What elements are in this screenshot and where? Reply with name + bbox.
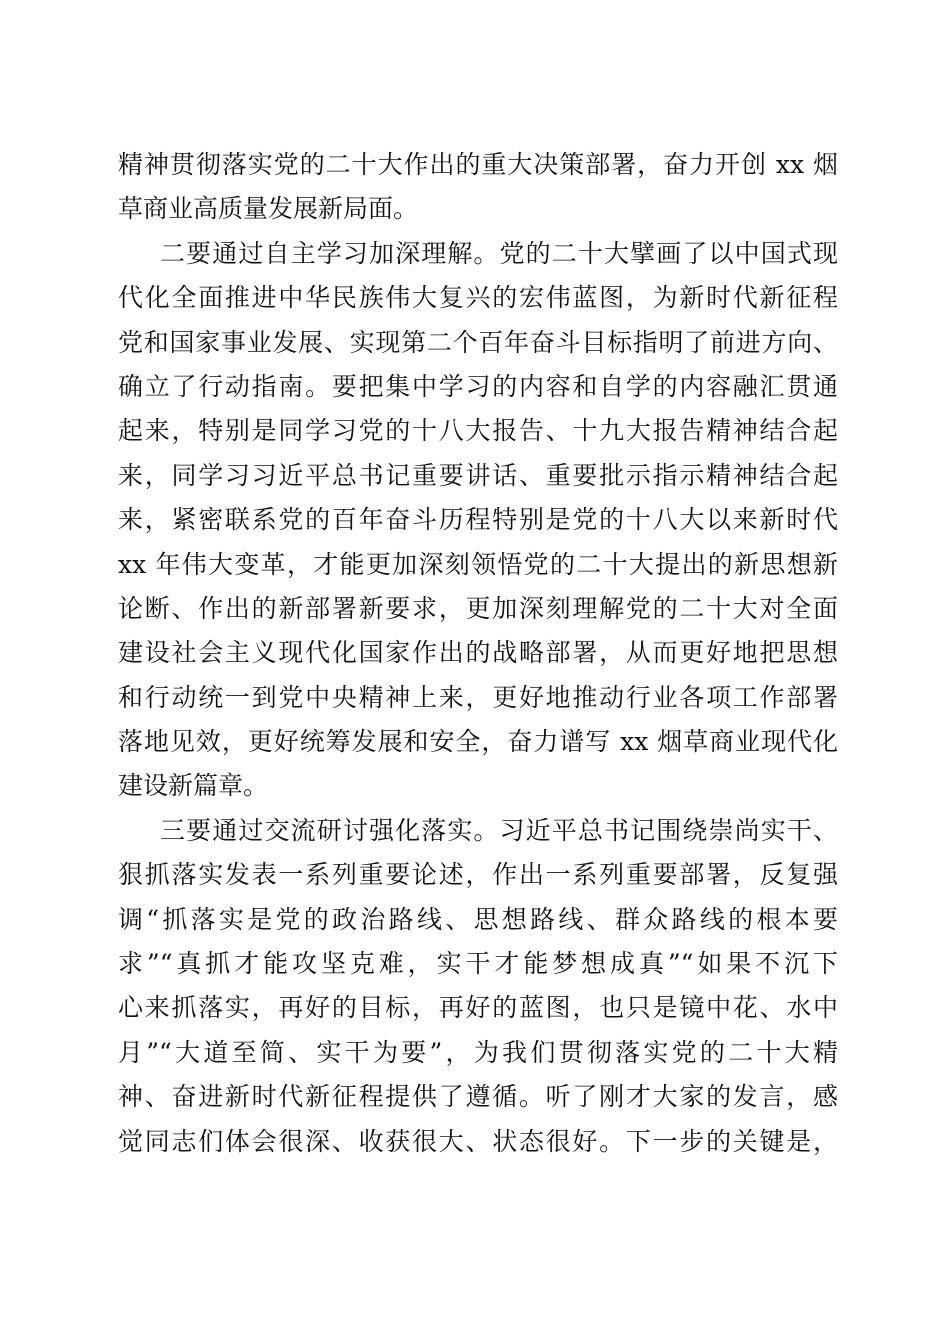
paragraph-2: [118, 232, 838, 809]
text-line: xx 年伟大变革，才能更加深刻领悟党的二十大提出的新思想新: [118, 549, 838, 579]
text-line: 确立了行动指南。要把集中学习的内容和自学的内容融汇贯通: [118, 371, 838, 401]
text-line: 精神贯彻落实党的二十大作出的重大决策部署，奋力开创 xx 烟: [118, 150, 838, 179]
text-line: 心来抓落实，再好的目标，再好的蓝图，也只是镜中花、水中: [118, 993, 838, 1023]
text-line: 落地见效，更好统筹发展和安全，奋力谱写 xx 烟草商业现代化: [118, 727, 838, 757]
text-line: 党和国家事业发展、实现第二个百年奋斗目标指明了前进方向、: [118, 327, 838, 357]
text-line: 建设新篇章。: [118, 771, 269, 801]
text-line: 起来，特别是同学习党的十八大报告、十九大报告精神结合起: [118, 416, 838, 446]
text-line: 建设社会主义现代化国家作出的战略部署，从而更好地把思想: [118, 638, 838, 668]
text-line: 来，紧密联系党的百年奋斗历程特别是党的十八大以来新时代: [118, 505, 838, 535]
text-line: 月”“大道至简、实干为要”，为我们贯彻落实党的二十大精: [118, 1037, 838, 1067]
text-line: 代化全面推进中华民族伟大复兴的宏伟蓝图，为新时代新征程: [118, 283, 838, 313]
text-line: 求”“真抓才能攻坚克难，实干才能梦想成真”“如果不沉下: [118, 949, 838, 979]
paragraph-3: [118, 809, 838, 1164]
text-line: 草商业高质量发展新局面。: [118, 194, 419, 224]
text-line: 神、奋进新时代新征程提供了遵循。听了刚才大家的发言，感: [118, 1082, 838, 1112]
text-line: 来，同学习习近平总书记重要讲话、重要批示指示精神结合起: [118, 460, 838, 490]
document-body: [118, 143, 838, 1164]
text-line: 和行动统一到党中央精神上来，更好地推动行业各项工作部署: [118, 682, 838, 712]
paragraph-1-continuation: [118, 143, 838, 232]
text-line: 论断、作出的新部署新要求，更加深刻理解党的二十大对全面: [118, 593, 838, 623]
text-line: 二要通过自主学习加深理解。党的二十大擘画了以中国式现: [160, 238, 838, 268]
text-line: 觉同志们体会很深、收获很大、状态很好。下一步的关键是，: [118, 1126, 838, 1156]
text-line: 三要通过交流研讨强化落实。习近平总书记围绕崇尚实干、: [160, 815, 838, 845]
text-line: 调“抓落实是党的政治路线、思想路线、群众路线的根本要: [118, 904, 838, 934]
text-line: 狠抓落实发表一系列重要论述，作出一系列重要部署，反复强: [118, 860, 838, 890]
